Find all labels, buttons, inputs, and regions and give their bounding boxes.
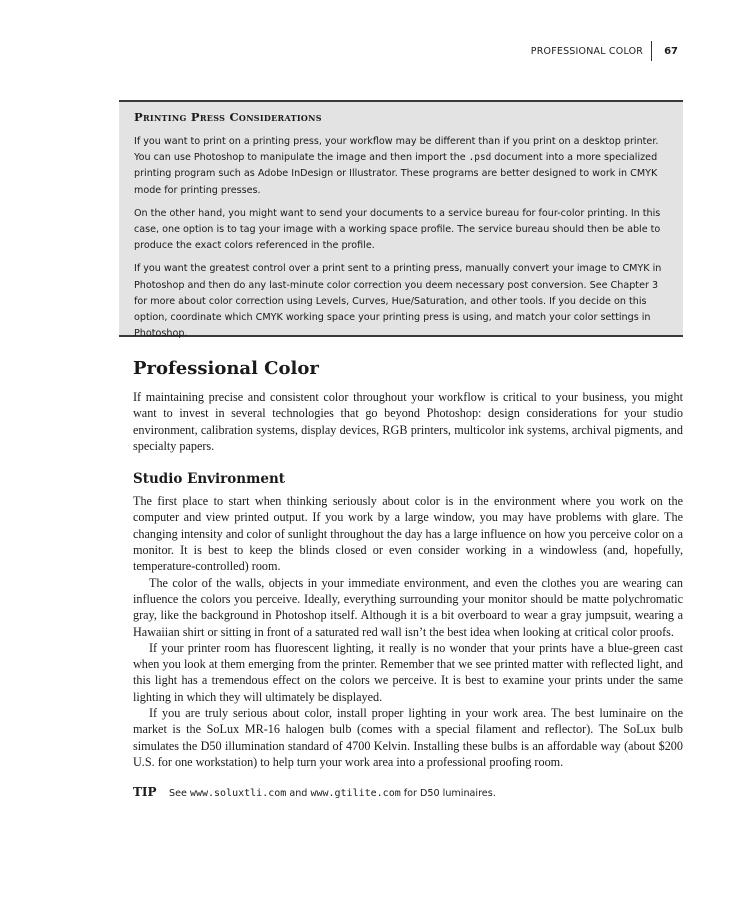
sidebar-title: Printing Press Considerations [134,110,322,124]
running-head [531,41,678,61]
tip-and: and [286,788,311,800]
page-number: 67 [664,45,678,57]
section-heading: Professional Color [133,358,319,379]
tip-box [133,784,683,802]
tip-text [169,786,496,802]
sidebar-paragraph-3: If you want the greatest control over a print sent to a printing press, manually convert your image to CMYK in Photoshop and then do any last-minute color correction you deem necessary post conversion. See Chapter 3 for more about color correction using Levels, Curves, Hue/Saturation, and other tools. If you decide on this option, coordinate which CMYK working space your printing press is using, and match your color settings in Photoshop. [134,263,662,340]
sidebar-paragraph-1 [134,134,669,199]
sidebar-p1-text-b: document into a more specialized printing program such as Adobe InDesign or Illustrator. These programs are better designed to work in CMYK mode for printing presses. [134,152,658,196]
body-paragraph-3: If your printer room has fluorescent lighting, it really is no wonder that your prints have a blue-green cast when you look at them emerging from the printer. Remember that we see printed matter with reflected light, and this light has a tremendous effect on the colors we perceive. It is best to examine your prints under the same lighting in which they will ultimately be displayed. [133,640,683,704]
tip-label: TIP [133,785,157,800]
main-content [133,357,683,803]
running-title: PROFESSIONAL COLOR [530,45,644,57]
sidebar-paragraph-2: On the other hand, you might want to send your documents to a service bureau for four-color printing. In this case, one option is to tag your image with a working space profile. The service bureau should then be able to produce the exact colors referenced in the profile. [134,207,661,252]
tip-link-gtilite[interactable]: www.gtilite.com [310,788,401,800]
sidebar-box [119,100,683,340]
intro-paragraph: If maintaining precise and consistent color throughout your workflow is critical to your business, you might want to invest in several technologies that go beyond Photoshop: design considerations for your studio environment, calibration systems, display devices, RGB printers, multicolor ink systems, archival pigments, and specialty papers. [133,390,683,453]
tip-see: See [169,788,190,800]
sidebar-p1-text-a: If you want to print on a printing press, your workflow may be different than if you print on a desktop printer. You can use Photoshop to manipulate the image and then import the [134,136,659,164]
body-paragraph-1: The first place to start when thinking seriously about color is in the environment where you work on the computer and view printed output. If you work by a large window, you may have problems with glare. The changing intensity and color of sunlight throughout the day has a large influence on how you perceive color on a monitor. It is best to keep the blinds closed or even consider working in a windowless (and, hopefully, temperature-controlled) room. [133,494,683,574]
subsection-heading: Studio Environment [133,471,286,488]
body-paragraph-2: The color of the walls, objects in your immediate environment, and even the clothes you are wearing can influence the colors you perceive. Ideally, everything surrounding your monitor should be matte polychromatic gray, like the background in Photoshop itself. Although it is a bit overboard to wear a gray jumpsuit, wearing a Hawaiian shirt or sitting in front of a saturated red wall isn’t the best idea when looking at critical color proofs. [133,575,683,639]
body-paragraph-4: If you are truly serious about color, install proper lighting in your work area. The best luminaire on the market is the SoLux MR-16 halogen bulb (comes with a special filament and reflector). The SoLux bulb simulates the D50 illumination standard of 4700 Kelvin. Installing these bulbs is an affordable way (about $200 U.S. for one workstation) to help turn your work area into a professional proofing room. [133,706,683,769]
tip-tail: for D50 luminaires. [400,788,496,800]
tip-link-soluxtli[interactable]: www.soluxtli.com [189,788,287,800]
sidebar-p1-code: .psd [468,152,492,164]
